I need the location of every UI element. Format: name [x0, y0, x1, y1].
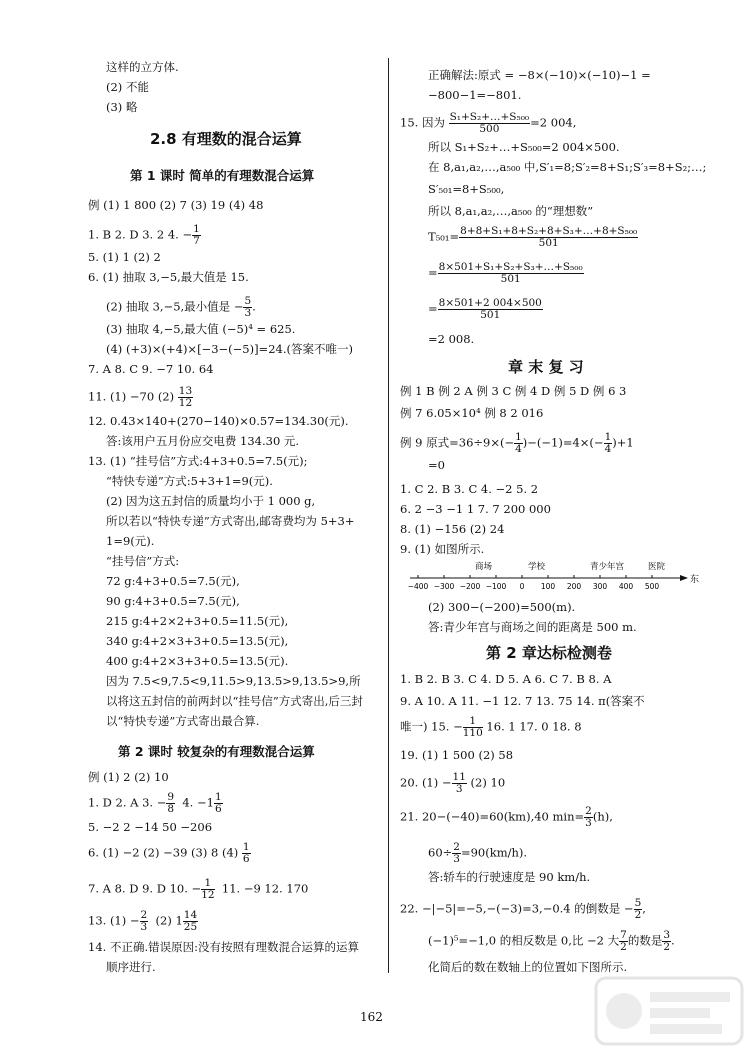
answer-line: 例 (1) 2 (2) 10 [88, 770, 169, 784]
text-line: 这样的立方体. [106, 60, 179, 74]
axis-tick-label: −400 [407, 582, 429, 591]
answer-line: (4) (+3)×(+4)×[−3−(−5)]=24.(答案不唯一) [106, 342, 353, 356]
label-youth-palace: 青少年宫 [590, 562, 625, 572]
fraction: $\frac{14}{25}$ [183, 909, 198, 933]
fraction: $\frac{2}{3}$ [585, 805, 592, 829]
fraction: $\frac{1}{6}$ [242, 841, 250, 865]
answer-line: 1. C 2. B 3. C 4. −2 5. 2 [400, 482, 539, 496]
answer-line: 1. B 2. B 3. C 4. D 5. A 6. C 7. B 8. A [400, 672, 612, 686]
answer-line: 340 g:4+2×3+3+0.5=13.5(元), [106, 634, 289, 648]
answer-line: 答:轿车的行驶速度是 90 km/h. [428, 870, 591, 884]
fraction: $\frac{11}{3}$ [452, 771, 466, 795]
fraction: $\frac{7}{2}$ [620, 929, 627, 953]
answer-line: =2 008. [428, 332, 475, 346]
answer-line: 因为 7.5<9,7.5<9,11.5>9,13.5>9,13.5>9,所 [106, 674, 361, 688]
answer-line: 22. −|−5|=−5,−(−3)=3,−0.4 的倒数是 − $\frac{5}{2}$ , [400, 897, 646, 921]
section-title: 2.8 有理数的混合运算 [150, 130, 302, 148]
column-divider [388, 58, 389, 973]
answer-line: 以将这五封信的前两封以“挂号信”方式寄出,后三封 [106, 694, 363, 708]
answer-line: 顺序进行. [106, 960, 156, 974]
fraction: $\frac{8\times 501+2 004\times 500}{501}$ [438, 297, 542, 321]
text-line: (3) 略 [106, 100, 138, 114]
axis-tick-label: 200 [566, 582, 582, 591]
fraction: $\frac{2}{3}$ [453, 841, 460, 865]
fraction: $\frac{\text{8×501+S₁+S₂+S₃+…+S₅₀₀}}{501}$ [438, 261, 583, 285]
answer-line: 7. A 8. D 9. D 10. − $\frac{1}{12}$ 11. −9 12. 170 [88, 877, 309, 901]
answer-line: 90 g:4+3+0.5=7.5(元), [106, 594, 240, 608]
answer-line: =0 [428, 458, 445, 472]
answer-line: 化简后的数在数轴上的位置如下图所示. [428, 960, 628, 974]
section-title: 章 末 复 习 [508, 358, 584, 376]
page-number: 162 [360, 1010, 383, 1024]
answer-line: 400 g:4+2×3+3+0.5=13.5(元). [106, 654, 289, 668]
answer-line: 9. A 10. A 11. −1 12. 7 13. 75 14. π(答案不 [400, 694, 645, 708]
fraction: $\frac{2}{3}$ [140, 909, 148, 933]
answer-line: = $\frac{\text{8×501+S₁+S₂+S₃+…+S₅₀₀}}{501}$ [428, 261, 583, 285]
answer-line: = $\frac{8\times 501+2 004\times 500}{501}$ [428, 297, 542, 321]
axis-arrow [680, 575, 688, 581]
answer-line: 12. 0.43×140+(270−140)×0.57=134.30(元). [88, 414, 349, 428]
label-hospital: 医院 [648, 562, 666, 572]
lesson-title: 第 1 课时 简单的有理数混合运算 [130, 168, 315, 183]
answer-line: 所以若以“特快专递”方式寄出,邮寄费均为 5+3+ [106, 514, 355, 528]
axis-tick-label: −100 [485, 582, 507, 591]
axis-tick-label: 100 [540, 582, 556, 591]
answer-line: 5. (1) 1 (2) 2 [88, 250, 161, 264]
answer-line: 1=9(元). [106, 534, 155, 548]
answer-line: 例 (1) 1 800 (2) 7 (3) 19 (4) 48 [88, 198, 264, 212]
fraction: $\frac{5}{2}$ [634, 897, 642, 921]
axis-tick-label: −200 [459, 582, 481, 591]
fraction: $\frac{\text{8+8+S₁+8+S₂+8+S₃+…+8+S₅₀₀}}{501}$ [460, 225, 638, 249]
answer-line: 所以 S₁+S₂+…+S₅₀₀=2 004×500. [428, 140, 620, 154]
answer-line: 60÷ $\frac{2}{3}$ =90(km/h). [428, 841, 528, 865]
fraction: $\frac{\text{S₁+S₂+…+S₅₀₀}}{500}$ [449, 111, 530, 135]
answer-line: S′₅₀₁=8+S₅₀₀, [428, 182, 505, 196]
answer-line: (−1)⁵=−1,0 的相反数是 0,比 −2 大 $\frac{7}{2}$ 的数是 $\frac{3}{2}$ . [428, 929, 675, 953]
fraction: $\frac{5}{3}$ [244, 295, 252, 319]
axis-tick-label: 300 [592, 582, 608, 591]
answer-line: 以“特快专递”方式寄出最合算. [106, 714, 260, 728]
answer-line: 例 7 6.05×10⁴ 例 8 2 016 [400, 406, 544, 420]
answer-line: 13. (1) − $\frac{2}{3}$ (2) 1 $\frac{14}{25}$ [88, 909, 198, 933]
axis-tick-label: 500 [644, 582, 660, 591]
axis-tick-label: 0 [519, 582, 525, 591]
fraction: $\frac{3}{2}$ [663, 929, 671, 953]
answer-line: (3) 抽取 4,−5,最大值 (−5)⁴ = 625. [106, 322, 296, 336]
answer-line: 215 g:4+2×2+3+0.5=11.5(元), [106, 614, 289, 628]
label-mall: 商场 [475, 562, 493, 572]
answer-line: 7. A 8. C 9. −7 10. 64 [88, 362, 214, 376]
answer-line: 唯一) 15. − $\frac{1}{110}$ 16. 1 17. 0 18. 8 [400, 715, 582, 739]
watermark-logo [594, 976, 744, 1046]
axis-direction: 东 [690, 575, 700, 585]
answer-line: 8. (1) −156 (2) 24 [400, 522, 505, 536]
answer-line: (2) 300−(−200)=500(m). [428, 600, 576, 614]
answer-line: 1. B 2. D 3. 2 4. − $\frac{1}{7}$ [88, 223, 200, 247]
fraction: $\frac{13}{12}$ [178, 385, 193, 409]
answer-line: “特快专递”方式:5+3+1=9(元). [106, 474, 273, 488]
lesson-title: 第 2 课时 较复杂的有理数混合运算 [118, 744, 315, 759]
answer-line: T₅₀₁= $\frac{\text{8+8+S₁+8+S₂+8+S₃+…+8+S₅₀₀}}{501}$ [428, 225, 638, 249]
answer-line: 15. 因为 $\frac{\text{S₁+S₂+…+S₅₀₀}}{500}$ =2 004, [400, 111, 577, 135]
answer-line: 6. (1) −2 (2) −39 (3) 8 (4) $\frac{1}{6}$ [88, 841, 250, 865]
section-title: 第 2 章达标检测卷 [486, 644, 612, 662]
fraction: $\frac{1}{12}$ [201, 877, 215, 901]
answer-line: 正确解法:原式 = −8×(−10)×(−10)−1 = [428, 68, 651, 82]
fraction: $\frac{1}{110}$ [462, 715, 483, 739]
answer-line: 1. D 2. A 3. − $\frac{9}{8}$ 4. −1 $\frac{1}{6}$ [88, 791, 222, 815]
answer-line: 9. (1) 如图所示. [400, 542, 485, 556]
answer-line: 11. (1) −70 (2) $\frac{13}{12}$ [88, 385, 193, 409]
answer-line: 13. (1) “挂号信”方式:4+3+0.5=7.5(元); [88, 454, 308, 468]
number-line-diagram [407, 558, 700, 598]
answer-line: 14. 不正确.错误原因:没有按照有理数混合运算的运算 [88, 940, 359, 954]
answer-line: “挂号信”方式: [106, 554, 180, 568]
fraction: $\frac{9}{8}$ [167, 791, 175, 815]
answer-line: 21. 20−(−40)=60(km),40 min= $\frac{2}{3}$ (h), [400, 805, 613, 829]
answer-line: 6. 2 −3 −1 1 7. 7 200 000 [400, 502, 551, 516]
fraction: $\frac{1}{4}$ [604, 431, 612, 455]
answer-line: 72 g:4+3+0.5=7.5(元), [106, 574, 240, 588]
axis-tick-label: 400 [618, 582, 634, 591]
fraction: $\frac{1}{7}$ [193, 223, 200, 247]
answer-line: 19. (1) 1 500 (2) 58 [400, 748, 514, 762]
answer-line: 5. −2 2 −14 50 −206 [88, 820, 213, 834]
answer-line: −800−1=−801. [428, 88, 522, 102]
answer-line: 6. (1) 抽取 3,−5,最大值是 15. [88, 270, 249, 284]
answer-line: (2) 因为这五封信的质量均小于 1 000 g, [106, 494, 316, 508]
label-school: 学校 [528, 562, 546, 572]
answer-line: 答:该用户五月份应交电费 134.30 元. [106, 434, 300, 448]
text-line: (2) 不能 [106, 80, 149, 94]
answer-line: 例 1 B 例 2 A 例 3 C 例 4 D 例 5 D 例 6 3 [400, 384, 627, 398]
fraction: $\frac{1}{4}$ [515, 431, 522, 455]
answer-line: 在 8,a₁,a₂,…,a₅₀₀ 中,S′₁=8;S′₂=8+S₁;S′₃=8+S₂;…; [428, 160, 707, 174]
answer-line: 例 9 原式=36÷9×(− $\frac{1}{4}$ )−(−1)=4×(− $\frac{1}{4}$ )+1 [400, 431, 634, 455]
answer-line: 所以 8,a₁,a₂,…,a₅₀₀ 的“理想数” [428, 204, 594, 218]
answer-line: (2) 抽取 3,−5,最小值是 − $\frac{5}{3}$ . [106, 295, 256, 319]
fraction: $\frac{1}{6}$ [214, 791, 222, 815]
answer-line: 答:青少年宫与商场之间的距离是 500 m. [428, 620, 637, 634]
answer-line: 20. (1) − $\frac{11}{3}$ (2) 10 [400, 771, 506, 795]
axis-tick-label: −300 [433, 582, 455, 591]
